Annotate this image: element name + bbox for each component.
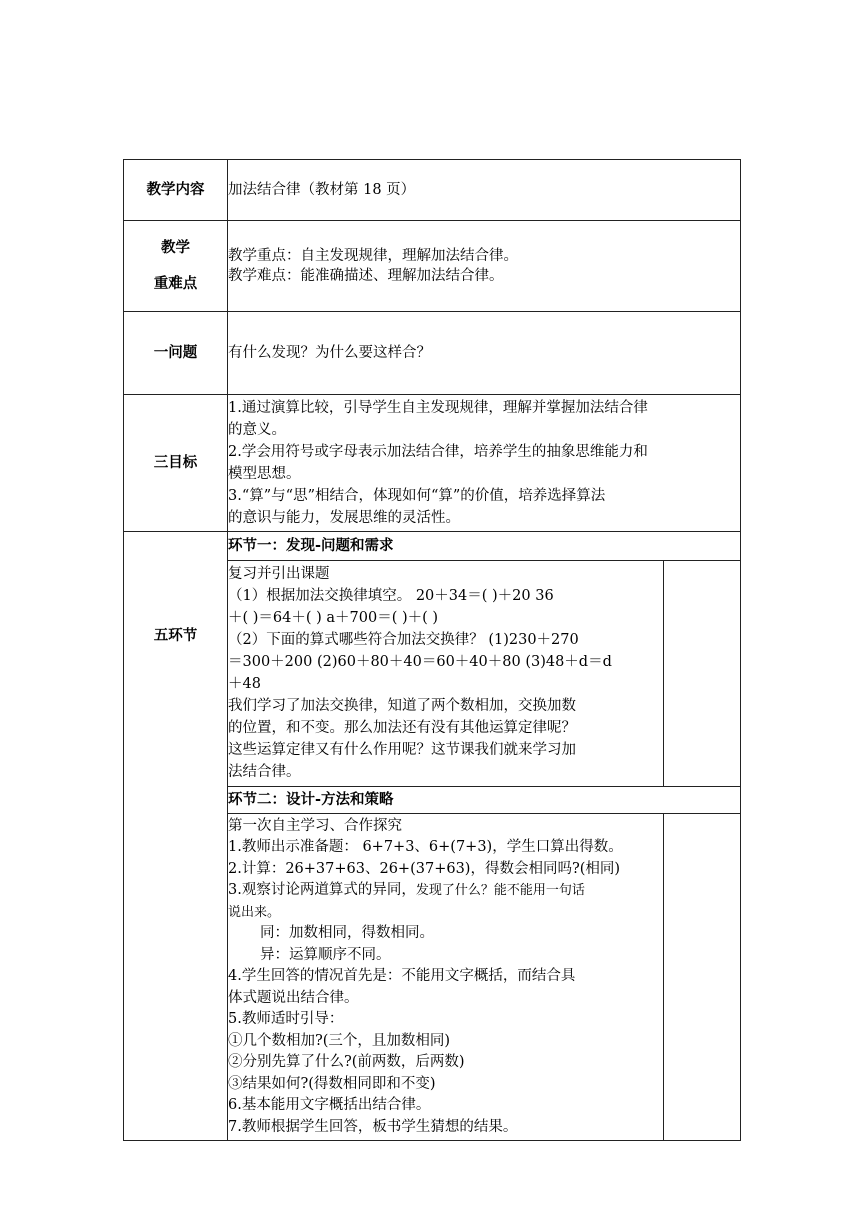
stage2-line: 1.教师出示准备题： 6+7+3、6+(7+3)，学生口算出得数。 bbox=[228, 839, 623, 855]
stage2-line: 体式题说出结合律。 bbox=[228, 989, 359, 1006]
stage2-line: 6.基本能用文字概括出结合律。 bbox=[228, 1097, 431, 1113]
stages-content bbox=[228, 532, 741, 1141]
stage1-line: （1）根据加法交换律填空。 20＋34＝( )＋20 36 bbox=[228, 587, 554, 604]
content-row bbox=[124, 160, 741, 221]
stage2-line: 5.教师适时引导： bbox=[228, 1011, 344, 1027]
question-label: 一问题 bbox=[124, 312, 228, 395]
stage2-line: ①几个数相加?(三个，且加数相同) bbox=[228, 1032, 451, 1049]
stage1-line: ＋( )＝64＋( ) a＋700＝( )＋( ) bbox=[228, 609, 439, 626]
stage1-line: ＋48 bbox=[228, 675, 261, 692]
content-label: 教学内容 bbox=[124, 160, 228, 221]
stage2-line: 4.学生回答的情况首先是：不能用文字概括，而结合具 bbox=[228, 968, 576, 984]
stage1-body bbox=[228, 560, 663, 786]
stage2-line: ③结果如何?(得数相同即和不变) bbox=[228, 1075, 436, 1092]
content-value: 加法结合律（教材第 18 页） bbox=[228, 160, 741, 221]
stage2-line: 7.教师根据学生回答，板书学生猜想的结果。 bbox=[228, 1118, 518, 1135]
stage2-same: 同：加数相同，得数相同。 bbox=[260, 925, 434, 941]
difficulty-label-line1: 教学 bbox=[161, 240, 190, 256]
stage1-line: 我们学习了加法交换律，知道了两个数相加，交换加数 bbox=[228, 697, 576, 714]
stage2-title: 环节二：设计-方法和策略 bbox=[228, 786, 741, 813]
stage2-line-3a: 3.观察讨论两道算式的异同， bbox=[228, 882, 416, 898]
stage1-line: 的位置，和不变。那么加法还有没有其他运算定律呢？ bbox=[228, 719, 576, 736]
stage1-line: 复习并引出课题 bbox=[228, 565, 330, 582]
stage1-title: 环节一：发现-问题和需求 bbox=[228, 532, 741, 560]
lesson-plan-table bbox=[123, 159, 741, 1141]
stage1-line: 这些运算定律又有什么作用呢？这节课我们就来学习加 bbox=[228, 741, 576, 758]
stages-row bbox=[124, 532, 741, 1141]
difficulty-value bbox=[228, 221, 741, 312]
stage1-line: 法结合律。 bbox=[228, 763, 301, 780]
difficulty-row bbox=[124, 221, 741, 312]
stage1-side-cell bbox=[663, 560, 741, 786]
stage1-line: ＝300＋200 (2)60＋80＋40＝60＋40＋80 (3)48＋d＝d bbox=[228, 653, 612, 670]
stage2-line-3 bbox=[228, 880, 663, 902]
stages-inner-table bbox=[228, 532, 741, 1140]
stage2-diff: 异：运算顺序不同。 bbox=[260, 946, 391, 963]
stage2-line: 第一次自主学习、合作探究 bbox=[228, 817, 402, 834]
question-value: 有什么发现？为什么要这样合？ bbox=[228, 312, 741, 395]
stage2-line-3b: 发现了什么？能不能用一句话 bbox=[415, 883, 585, 898]
question-row bbox=[124, 312, 741, 395]
goal-line: 1.通过演算比较，引导学生自主发现规律，理解并掌握加法结合律 bbox=[228, 400, 648, 416]
stage2-side-cell bbox=[663, 813, 741, 1140]
goal-line: 3.“算”与“思”相结合，体现如何“算”的价值，培养选择算法 bbox=[228, 488, 606, 504]
stage1-line: （2）下面的算式哪些符合加法交换律？ (1)230＋270 bbox=[228, 631, 579, 648]
goal-line: 模型思想。 bbox=[228, 466, 301, 482]
goals-label: 三目标 bbox=[124, 395, 228, 532]
goal-line: 2.学会用符号或字母表示加法结合律，培养学生的抽象思维能力和 bbox=[228, 444, 648, 460]
goal-line: 的意义。 bbox=[228, 422, 286, 438]
hard-point-text: 教学难点：能准确描述、理解加法结合律。 bbox=[228, 268, 504, 284]
key-point-text: 教学重点：自主发现规律，理解加法结合律。 bbox=[228, 248, 518, 264]
goal-line: 的意识与能力，发展思维的灵活性。 bbox=[228, 510, 460, 526]
stage2-line: 2.计算：26+37+63、26+(37+63)，得数会相同吗?(相同) bbox=[228, 860, 621, 877]
difficulty-label-line2: 重难点 bbox=[153, 276, 198, 292]
difficulty-label bbox=[124, 221, 228, 312]
goals-row bbox=[124, 395, 741, 532]
stage2-line: ②分别先算了什么?(前两数，后两数) bbox=[228, 1054, 465, 1070]
goals-value bbox=[228, 395, 741, 532]
stages-label: 五环节 bbox=[124, 532, 228, 1141]
stage2-body bbox=[228, 813, 663, 1140]
stage2-line-3c: 说出来。 bbox=[228, 904, 281, 920]
